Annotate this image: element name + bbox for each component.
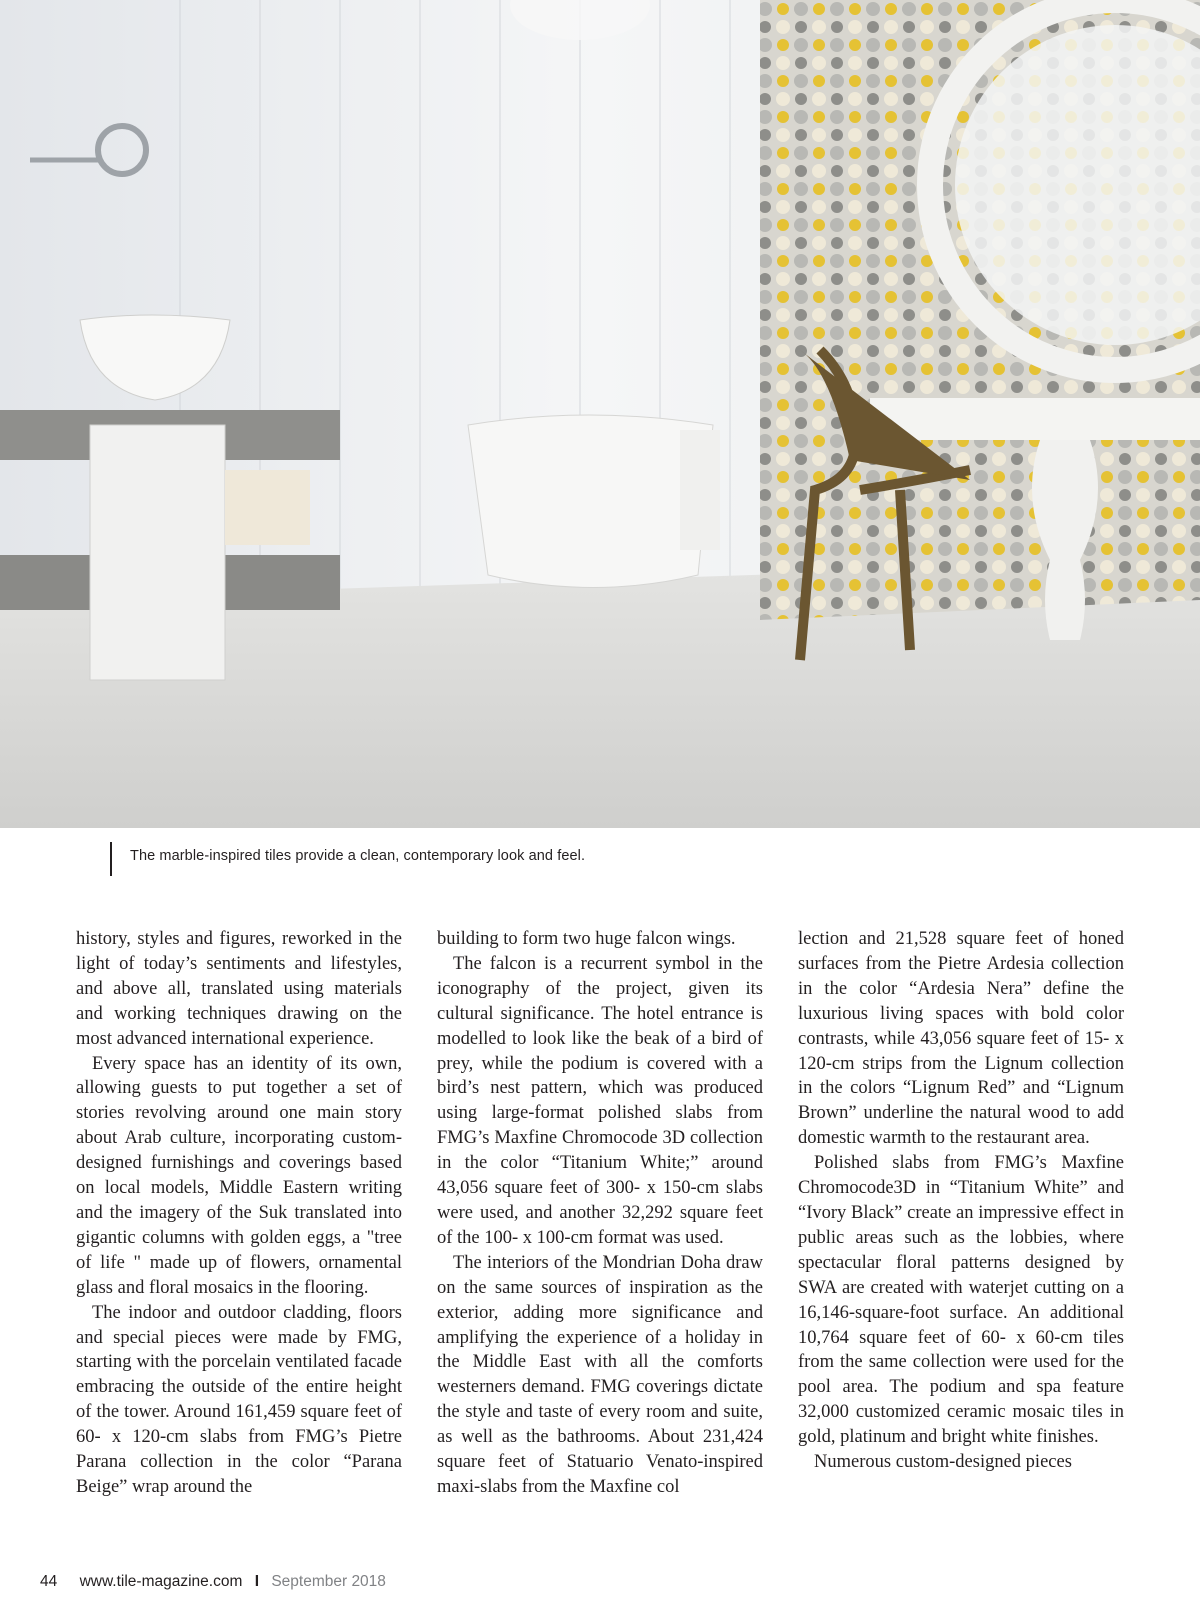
- article-column-2: [437, 927, 763, 1500]
- paragraph: building to form two huge falcon wings.: [437, 929, 736, 949]
- footer-separator: I: [254, 1573, 259, 1590]
- paragraph: The falcon is a recurrent symbol in the iconography of the project, given its cultural significance. The hotel entrance is modelled to look like the beak of a bird of prey, while the podium is covered with a bird’s nest pattern, which was produced using large-format polished slabs from FMG’s Maxfine Chromocode 3D collection in the color “Titanium White;” around 43,056 square feet of 300- x 150-cm slabs were used, and another 32,292 square feet of the 100- x 100-cm format was used.: [437, 953, 763, 1248]
- paragraph: The interiors of the Mondrian Doha draw on the same sources of inspiration as the exterior, adding more significance and amplifying the experience of a holiday in the Middle East with all the comforts westerners demand. FMG coverings dictate the style and taste of every room and suite, as well as the bathrooms. About 231,424 square feet of Statuario Venato-inspired maxi-slabs from the Maxfine col: [437, 1252, 763, 1497]
- page-number: 44: [40, 1573, 58, 1590]
- paragraph: lection and 21,528 square feet of honed surfaces from the Pietre Ardesia collection in the color “Ardesia Nera” define the luxurious living spaces with bold color contrasts, while 43,056 square feet of 15- x 120-cm strips from the Lignum collection in the colors “Lignum Red” and “Lignum Brown” underline the natural wood to add domestic warmth to the restaurant area.: [798, 929, 1124, 1149]
- paragraph: Numerous custom-designed pieces: [814, 1452, 1072, 1473]
- article-body: [76, 927, 1124, 1527]
- paragraph: Every space has an identity of its own, allowing guests to put together a set of stories revolving around one main story about Arab culture, incorporating custom-designed furnishings and coverings based on local models, Middle Eastern writing and the imagery of the Suk translated into gigantic columns with golden eggs, a "tree of life " made up of flowers, ornamental glass and floral mosaics in the flooring.: [76, 1053, 402, 1298]
- paragraph: Polished slabs from FMG’s Maxfine Chromocode3D in “Titanium White” and “Ivory Black” create an impressive effect in public areas such as the lobbies, where spectacular floral patterns designed by SWA are created with waterjet cutting on a 16,146-square-foot surface. An additional 10,764 square feet of 60- x 60-cm tiles from the same collection were used for the pool area. The podium and spa feature 32,000 customized ceramic mosaic tiles in gold, platinum and bright white finishes.: [798, 1153, 1124, 1448]
- issue-date: September 2018: [271, 1573, 386, 1590]
- paragraph: history, styles and figures, reworked in the light of today’s sentiments and lifestyles, and above all, translated using materials and working techniques drawing on the most advanced international experience.: [76, 929, 402, 1049]
- article-column-1: [76, 927, 402, 1500]
- article-column-3: [798, 927, 1124, 1475]
- caption-rule: [110, 842, 112, 876]
- website-link[interactable]: www.tile-magazine.com: [79, 1573, 243, 1590]
- paragraph: The indoor and outdoor cladding, floors and special pieces were made by FMG, starting with the porcelain ventilated facade embracing the outside of the entire height of the tower. Around 161,459 square feet of 60- x 120-cm slabs from FMG’s Pietre Parana collection in the color “Parana Beige” wrap around the: [76, 1302, 402, 1497]
- page-footer: [40, 1573, 386, 1591]
- photo-caption: The marble-inspired tiles provide a clean, contemporary look and feel.: [130, 848, 586, 864]
